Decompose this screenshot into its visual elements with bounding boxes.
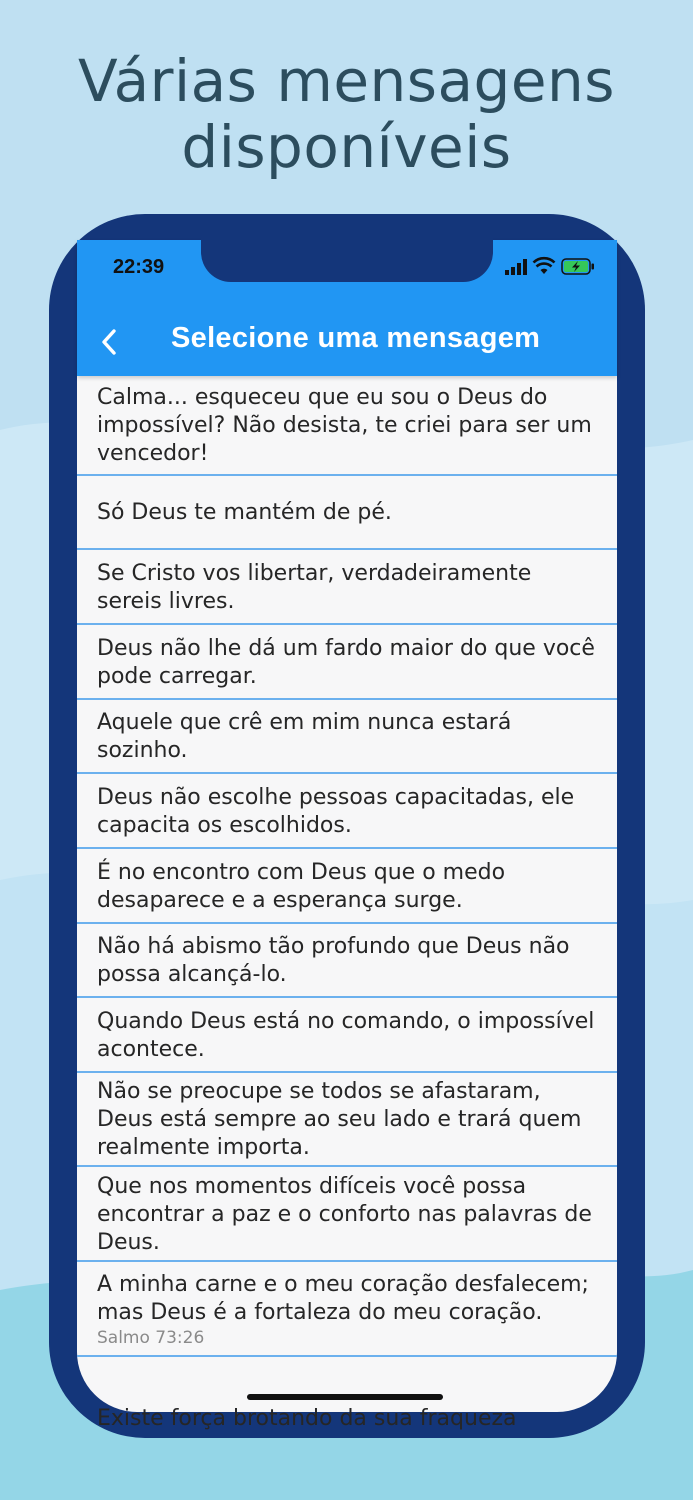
promo-title-line1: Várias mensagens	[77, 47, 616, 115]
promo-title-line2: disponíveis	[181, 113, 512, 181]
phone-notch	[201, 238, 493, 282]
message-text: Quando Deus está no comando, o impossível acontece.	[97, 1008, 595, 1062]
message-text: Que nos momentos difíceis você possa encontrar a paz e o conforto nas palavras de Deus.	[97, 1173, 592, 1255]
signal-bars-icon	[505, 259, 527, 279]
message-text: Existe força brotando da sua fraqueza	[97, 1406, 517, 1431]
status-time: 22:39	[113, 256, 165, 278]
phone-screen	[77, 240, 617, 1431]
promo-title	[0, 48, 693, 180]
app-bar-title: Selecione uma mensagem	[171, 322, 541, 354]
app-bar	[77, 240, 617, 376]
message-text: A minha carne e o meu coração desfalecem; mas Deus é a fortaleza do meu coração.	[97, 1271, 589, 1325]
message-item[interactable]	[77, 476, 617, 550]
message-item[interactable]	[77, 774, 617, 849]
message-text: Se Cristo vos libertar, verdadeiramente sereis livres.	[97, 560, 532, 614]
message-reference: Salmo 73:26	[97, 1327, 205, 1348]
message-list	[77, 376, 617, 1437]
back-button[interactable]	[87, 320, 131, 364]
message-item[interactable]	[77, 849, 617, 924]
message-text: Deus não lhe dá um fardo maior do que você pode carregar.	[97, 635, 595, 689]
message-text: Não há abismo tão profundo que Deus não possa alcançá-lo.	[97, 934, 570, 987]
message-item[interactable]	[77, 700, 617, 774]
message-item[interactable]	[77, 625, 617, 700]
battery-charging-icon	[561, 258, 595, 279]
chevron-left-icon	[99, 328, 119, 356]
status-icons	[505, 258, 595, 279]
message-item[interactable]	[77, 998, 617, 1073]
message-item[interactable]	[77, 1167, 617, 1262]
message-text: Calma... esqueceu que eu sou o Deus do impossível? Não desista, te criei para ser um vencedor!	[97, 385, 592, 466]
message-text: Deus não escolhe pessoas capacitadas, ele capacita os escolhidos.	[97, 784, 575, 838]
phone-frame	[49, 214, 645, 1438]
message-text: Não se preocupe se todos se afastaram, Deus está sempre ao seu lado e trará quem realmente importa.	[97, 1079, 582, 1160]
message-text: É no encontro com Deus que o medo desaparece e a esperança surge.	[97, 859, 506, 913]
message-item[interactable]	[77, 550, 617, 625]
home-indicator[interactable]	[247, 1394, 443, 1400]
message-item[interactable]	[77, 924, 617, 998]
wifi-icon	[533, 258, 555, 279]
message-text: Aquele que crê em mim nunca estará sozinho.	[97, 710, 512, 763]
message-text: Só Deus te mantém de pé.	[97, 500, 392, 525]
message-item[interactable]	[77, 1262, 617, 1357]
message-item[interactable]	[77, 376, 617, 476]
message-item[interactable]	[77, 1073, 617, 1167]
